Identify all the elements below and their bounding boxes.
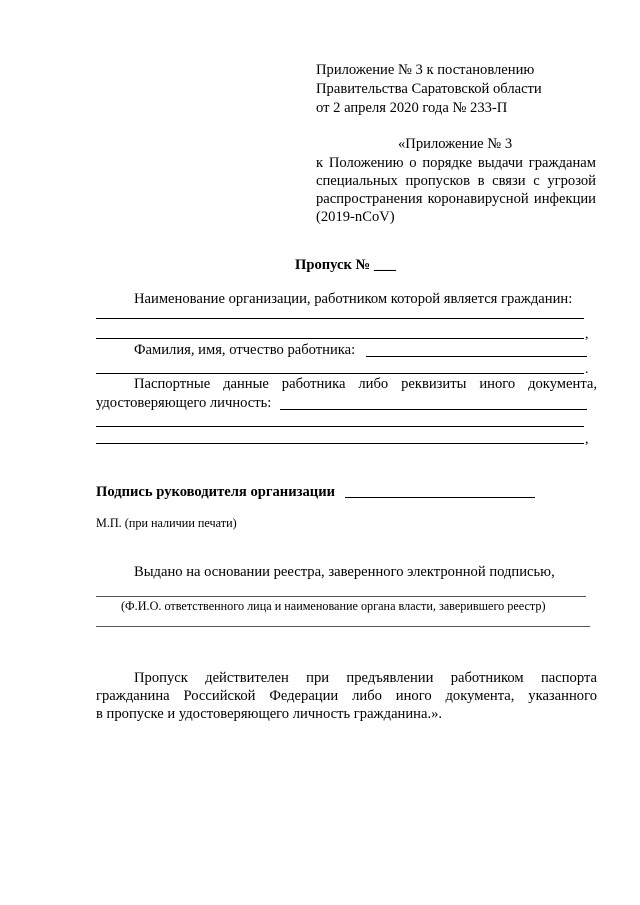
passport-line-3 — [96, 443, 584, 444]
signature-line — [345, 497, 535, 498]
name-line-2 — [96, 373, 584, 374]
appendix-line-5: (2019-nCoV) — [316, 209, 395, 225]
organization-end-dot: , — [585, 327, 589, 342]
issued-line-1 — [96, 596, 586, 597]
validity-line-2: гражданина Российской Федерации либо иного документа, указанного — [96, 688, 597, 704]
passport-label-line-2: удостоверяющего личность: — [96, 395, 272, 411]
name-end-dot: . — [585, 362, 589, 377]
header-line-2: Правительства Саратовской области — [316, 81, 542, 97]
name-line-1 — [366, 356, 587, 357]
organization-line-1 — [96, 318, 584, 319]
header-line-1: Приложение № 3 к постановлению — [316, 62, 535, 78]
passport-line-1 — [280, 409, 587, 410]
validity-line-3: в пропуске и удостоверяющего личность гражданина.». — [96, 706, 443, 722]
passport-end-dot: , — [585, 432, 589, 447]
stamp-note: М.П. (при наличии печати) — [96, 516, 237, 530]
document-title: Пропуск № ___ — [295, 257, 396, 273]
signature-label: Подпись руководителя организации — [96, 484, 336, 500]
appendix-line-4: распространения коронавирусной инфекции — [316, 191, 596, 207]
appendix-line-3: специальных пропусков в связи с угрозой — [316, 173, 596, 189]
passport-label-line-1: Паспортные данные работника либо реквизиты иного документа, — [134, 376, 597, 392]
issued-label: Выдано на основании реестра, заверенного электронной подписью, — [134, 564, 555, 580]
appendix-line-2: к Положению о порядке выдачи гражданам — [316, 155, 596, 171]
name-label: Фамилия, имя, отчество работника: — [134, 342, 356, 358]
header-line-3: от 2 апреля 2020 года № 233-П — [316, 100, 508, 116]
validity-line-1: Пропуск действителен при предъявлении работником паспорта — [134, 670, 597, 686]
issued-line-2 — [96, 626, 590, 627]
appendix-line-1: «Приложение № 3 — [398, 136, 513, 152]
organization-label: Наименование организации, работником которой является гражданин: — [134, 291, 573, 307]
issued-caption: (Ф.И.О. ответственного лица и наименование органа власти, заверившего реестр) — [121, 599, 546, 613]
passport-line-2 — [96, 426, 584, 427]
organization-line-2 — [96, 338, 584, 339]
